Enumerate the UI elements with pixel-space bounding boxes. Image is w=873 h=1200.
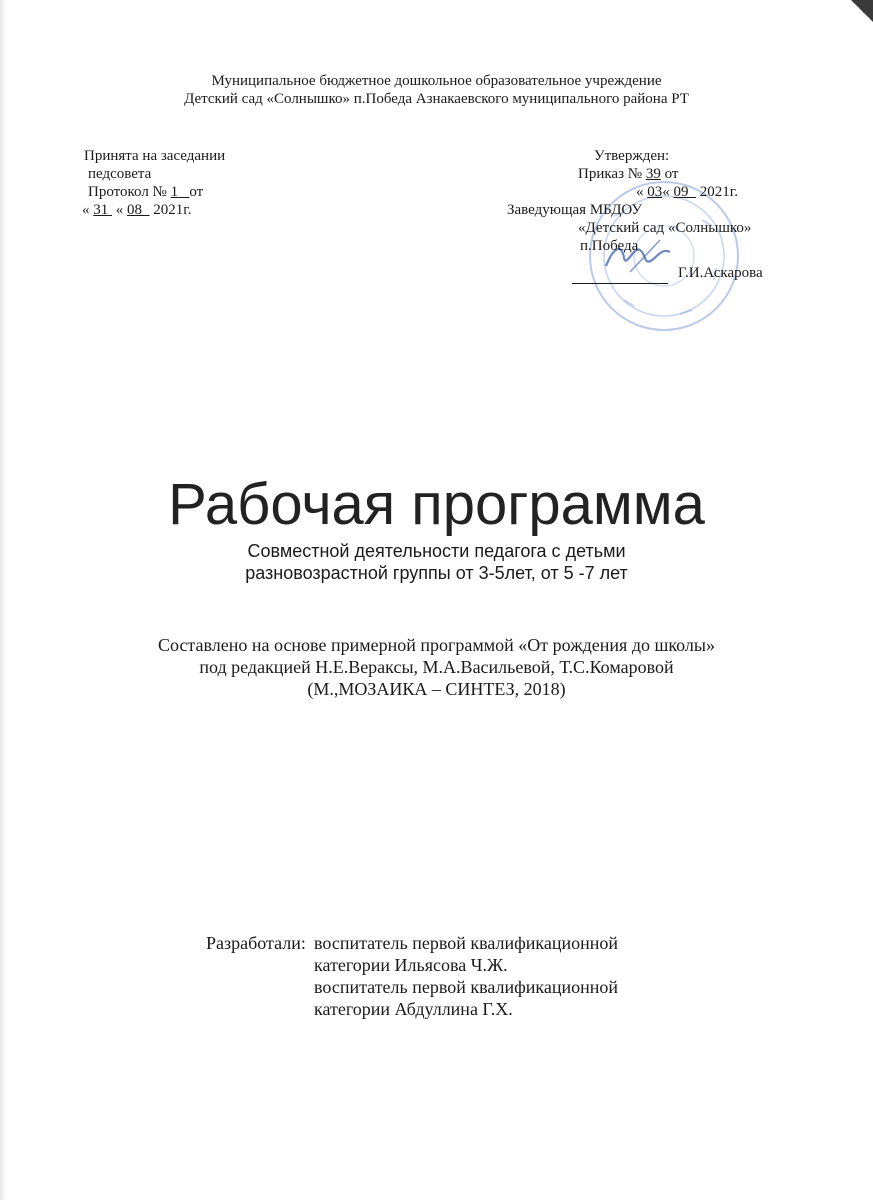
approved-date-open: « — [636, 184, 648, 200]
basis-line1: Составлено на основе примерной программой «От рождения до школы» — [157, 635, 716, 655]
document-title: Рабочая программа — [168, 472, 705, 537]
date-month-blank — [142, 202, 150, 218]
order-suffix: от — [660, 166, 679, 182]
protocol-number: 1 — [170, 184, 179, 200]
authors-label: Разработали: — [206, 933, 306, 953]
accepted-line2: педсовета — [88, 166, 152, 182]
date-year: 2021г. — [149, 202, 192, 218]
scan-edge-shadow — [0, 0, 6, 1200]
protocol-line — [88, 183, 203, 201]
protocol-suffix: от — [189, 184, 204, 200]
approved-date-mid: « — [662, 184, 674, 200]
accepted-line1: Принята на заседании — [84, 148, 226, 164]
basis-line2: под редакцией Н.Е.Вераксы, М.А.Васильевой, Т.С.Комаровой — [199, 657, 674, 677]
subtitle-line2: разновозрастной группы от 3-5лет, от 5 -7 лет — [245, 563, 628, 583]
institution-header-line2: Детский сад «Солнышко» п.Победа Азнакаевского муниципального района РТ — [184, 91, 689, 107]
basis-line3: (М.,МОЗАИКА – СИНТЕЗ, 2018) — [307, 679, 566, 699]
head-name: Г.И.Аскарова — [678, 265, 763, 281]
approved-date-day: 03 — [647, 184, 663, 200]
author1-position: воспитатель первой квалификационной — [314, 933, 619, 953]
accepted-date — [82, 201, 191, 219]
kindergarten-name: «Детский сад «Солнышко» — [578, 220, 752, 236]
head-title: Заведующая МБДОУ — [507, 202, 643, 218]
approved-date-month: 09 — [673, 184, 689, 200]
author1-name: категории Ильясова Ч.Ж. — [314, 955, 508, 975]
author2-name: категории Абдуллина Г.Х. — [314, 999, 513, 1019]
signature-line — [572, 283, 668, 284]
subtitle-line1: Совместной деятельности педагога с детьми — [247, 541, 626, 561]
order-prefix: Приказ № — [578, 166, 646, 182]
protocol-prefix: Протокол № — [88, 184, 171, 200]
approved-date-month-blank — [689, 184, 697, 200]
date-open: « — [82, 202, 94, 218]
date-month: 08 — [127, 202, 142, 218]
approved-heading: Утвержден: — [594, 148, 670, 164]
date-mid: « — [112, 202, 127, 218]
author2-position: воспитатель первой квалификационной — [314, 977, 619, 997]
approved-date-year: 2021г. — [696, 184, 738, 200]
approved-date — [636, 183, 738, 201]
settlement-name: п.Победа — [580, 238, 639, 254]
protocol-number-blank — [178, 184, 189, 200]
date-day: 31 — [93, 202, 109, 218]
order-number: 39 — [645, 166, 661, 182]
scan-corner-fold — [851, 0, 873, 22]
institution-header-line1: Муниципальное бюджетное дошкольное образовательное учреждение — [211, 73, 662, 89]
order-line — [578, 165, 678, 183]
